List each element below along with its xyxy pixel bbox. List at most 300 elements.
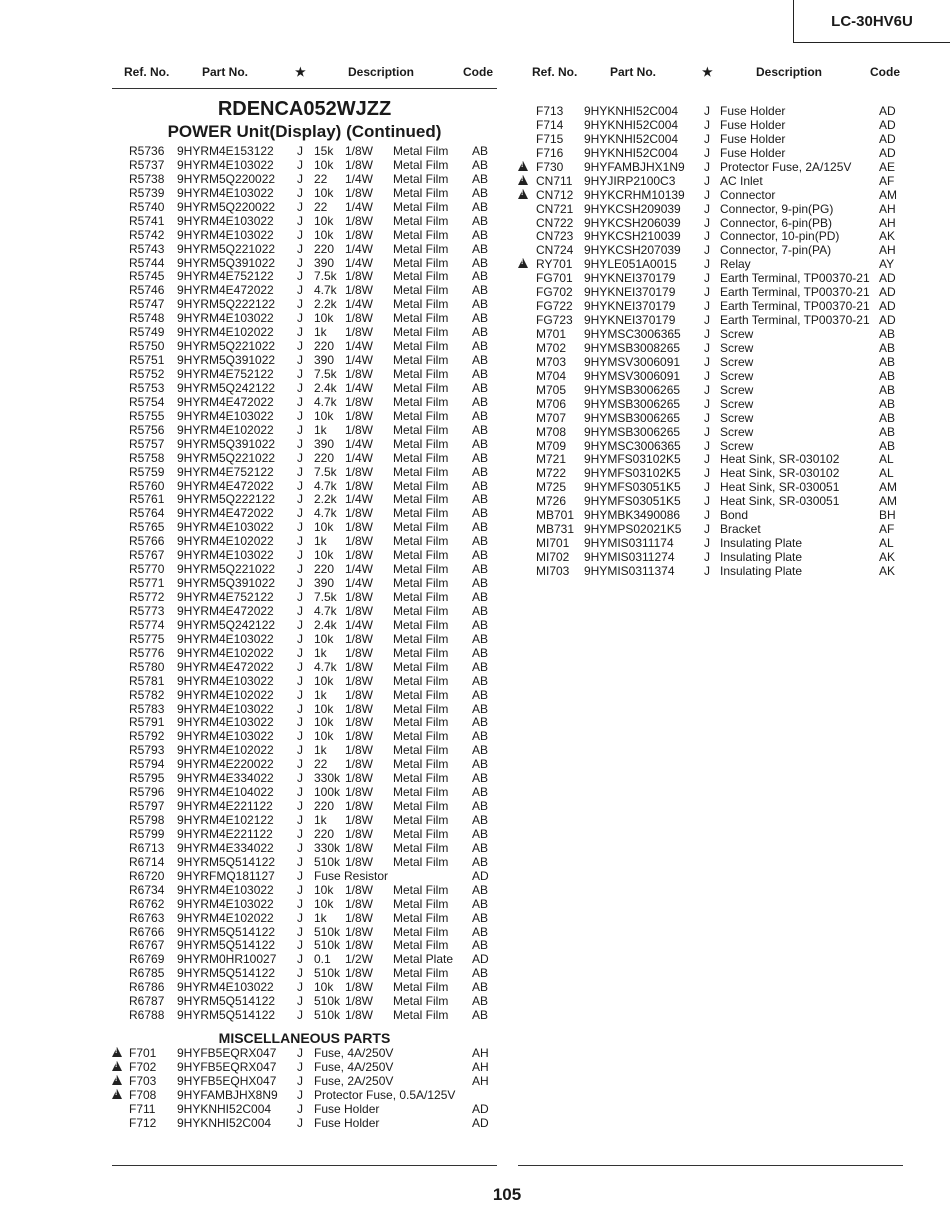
value: Fuse Resistor <box>314 868 389 883</box>
table-row <box>112 1103 497 1117</box>
material: Metal Film <box>393 171 449 186</box>
table-row <box>112 1061 497 1075</box>
value: 220 <box>314 799 335 814</box>
rank: J <box>297 311 303 326</box>
price-code: AB <box>472 171 489 186</box>
ref-no: R5766 <box>129 534 165 549</box>
ref-no: M705 <box>536 382 567 397</box>
price-code: AD <box>879 131 896 146</box>
wattage: 1/8W <box>345 980 374 995</box>
ref-no: R5755 <box>129 408 165 423</box>
header-part: Part No. <box>202 65 249 79</box>
value: 10k <box>314 896 334 911</box>
table-row <box>518 412 903 426</box>
part-no: 9HYRM4E103022 <box>177 729 274 744</box>
rank: J <box>297 520 303 535</box>
ref-no: R5738 <box>129 171 165 186</box>
material: Metal Film <box>393 771 449 786</box>
table-row <box>518 356 903 370</box>
material: Metal Film <box>393 980 449 995</box>
description: Fuse Holder <box>314 1101 380 1116</box>
description: Earth Terminal, TP00370-21 <box>720 285 870 300</box>
wattage: 1/8W <box>345 520 374 535</box>
table-row <box>112 605 497 619</box>
ref-no: R5794 <box>129 757 165 772</box>
table-row <box>518 217 903 231</box>
ref-no: R5744 <box>129 255 165 270</box>
table-row <box>112 270 497 284</box>
price-code: AB <box>879 340 896 355</box>
description: Fuse Holder <box>720 131 786 146</box>
part-no: 9HYRM4E221122 <box>177 826 273 841</box>
ref-no: R5754 <box>129 394 165 409</box>
wattage: 1/8W <box>345 464 374 479</box>
table-row <box>518 467 903 481</box>
price-code: AD <box>472 868 489 883</box>
price-code: AB <box>879 424 896 439</box>
part-no: 9HYMSV3006091 <box>584 354 681 369</box>
ref-no: R5760 <box>129 478 165 493</box>
wattage: 1/4W <box>345 576 374 591</box>
part-no: 9HYRM4E102122 <box>177 813 274 827</box>
value: 330k <box>314 840 341 855</box>
wattage: 1/8W <box>345 422 374 437</box>
description: Screw <box>720 340 754 355</box>
part-no: 9HYKNHI52C004 <box>584 145 679 160</box>
ref-no: R6763 <box>129 910 165 925</box>
description: Screw <box>720 396 754 411</box>
wattage: 1/8W <box>345 506 374 521</box>
price-code: AB <box>472 826 489 841</box>
ref-no: M703 <box>536 354 567 369</box>
part-no: 9HYRM4E103022 <box>177 157 274 172</box>
ref-no: R5799 <box>129 826 165 841</box>
price-code: AH <box>472 1073 489 1088</box>
price-code: AB <box>472 283 489 298</box>
rank: J <box>704 313 710 328</box>
table-row <box>112 953 497 967</box>
ref-no: R6762 <box>129 896 165 911</box>
part-no: 9HYKNEI370179 <box>584 285 676 300</box>
wattage: 1/8W <box>345 743 374 758</box>
table-row <box>112 410 497 424</box>
table-row <box>112 424 497 438</box>
rank: J <box>297 729 303 744</box>
table-row <box>518 440 903 454</box>
description: Screw <box>720 354 754 369</box>
table-row <box>518 203 903 217</box>
table-row <box>112 981 497 995</box>
part-no: 9HYRM0HR10027 <box>177 952 277 967</box>
ref-no: M704 <box>536 368 567 383</box>
wattage: 1/8W <box>345 896 374 911</box>
price-code: AB <box>472 687 489 702</box>
part-no: 9HYFB5EQHX047 <box>177 1073 277 1088</box>
header-star: ★ <box>702 65 713 79</box>
ref-no: R5740 <box>129 199 165 214</box>
description: Bond <box>720 508 749 523</box>
ref-no: F712 <box>129 1115 157 1130</box>
part-no: 9HYRM5Q391022 <box>177 255 276 270</box>
price-code: AB <box>472 408 489 423</box>
ref-no: M701 <box>536 327 567 341</box>
price-code: AM <box>879 187 897 202</box>
ref-no: R5741 <box>129 213 165 228</box>
ref-no: M722 <box>536 466 567 481</box>
wattage: 1/8W <box>345 534 374 549</box>
price-code: AB <box>472 353 489 368</box>
part-no: 9HYRM5Q242122 <box>177 380 276 395</box>
header-ref: Ref. No. <box>532 65 578 79</box>
part-no: 9HYRM4E752122 <box>177 367 274 381</box>
rank: J <box>704 382 710 397</box>
page-number: 105 <box>492 1185 522 1204</box>
price-code: AB <box>472 910 489 925</box>
description: Screw <box>720 327 754 341</box>
table-row <box>112 173 497 187</box>
price-code: AD <box>879 285 896 300</box>
material: Metal Film <box>393 464 449 479</box>
material: Metal Film <box>393 799 449 814</box>
part-no: 9HYKNHI52C004 <box>584 131 679 146</box>
part-no: 9HYKNHI52C004 <box>584 117 679 132</box>
wattage: 1/8W <box>345 924 374 939</box>
price-code: AH <box>472 1046 489 1061</box>
value: 510k <box>314 924 341 939</box>
rank: J <box>297 590 303 604</box>
rank: J <box>297 394 303 409</box>
part-no: 9HYLE051A0015 <box>584 257 677 272</box>
part-no: 9HYMSB3006265 <box>584 382 681 397</box>
price-code: AB <box>472 1008 489 1023</box>
rank: J <box>704 257 710 272</box>
material: Metal Film <box>393 436 449 451</box>
table-row <box>112 438 497 452</box>
value: 1k <box>314 910 327 925</box>
wattage: 1/8W <box>345 144 374 158</box>
rank: J <box>704 340 710 355</box>
value: 390 <box>314 255 335 270</box>
ref-no: R5797 <box>129 799 165 814</box>
table-row <box>112 758 497 772</box>
rank: J <box>297 868 303 883</box>
price-code: AF <box>879 173 895 188</box>
price-code: AM <box>879 480 897 495</box>
description: AC Inlet <box>720 173 763 188</box>
price-code: AB <box>472 422 489 437</box>
rank: J <box>704 438 710 453</box>
ref-no: R5774 <box>129 617 165 632</box>
table-row <box>112 187 497 201</box>
rank: J <box>704 229 710 244</box>
price-code: AB <box>879 410 896 425</box>
table-row <box>112 312 497 326</box>
description: Protector Fuse, 2A/125V <box>720 159 852 174</box>
value: 22 <box>314 757 328 772</box>
table-row <box>112 145 497 159</box>
price-code: AB <box>472 882 489 897</box>
rank: J <box>297 562 303 577</box>
wattage: 1/8W <box>345 840 374 855</box>
part-no: 9HYRM4E102022 <box>177 645 274 660</box>
table-row <box>112 814 497 828</box>
description: Fuse Holder <box>314 1115 380 1130</box>
rank: J <box>297 450 303 465</box>
value: 10k <box>314 311 334 326</box>
material: Metal Film <box>393 367 449 381</box>
wattage: 1/8W <box>345 826 374 841</box>
description: Screw <box>720 410 754 425</box>
rank: J <box>704 173 710 188</box>
part-no: 9HYRM5Q391022 <box>177 436 276 451</box>
price-code: AB <box>472 799 489 814</box>
material: Metal Film <box>393 854 449 869</box>
ref-no: R5795 <box>129 771 165 786</box>
ref-no: R5758 <box>129 450 165 465</box>
rank: J <box>704 145 710 160</box>
ref-no: F702 <box>129 1060 157 1074</box>
value: 7.5k <box>314 464 337 479</box>
table-row <box>518 175 903 189</box>
parts-list <box>518 105 903 579</box>
price-code: AB <box>472 367 489 381</box>
rank: J <box>704 452 710 467</box>
material: Metal Film <box>393 701 449 716</box>
wattage: 1/4W <box>345 171 374 186</box>
part-no: 9HYRM4E103022 <box>177 408 274 423</box>
ref-no: R5780 <box>129 659 165 674</box>
rank: J <box>297 576 303 591</box>
description: Screw <box>720 424 754 439</box>
rank: J <box>704 285 710 300</box>
price-code: AB <box>472 506 489 521</box>
material: Metal Film <box>393 311 449 326</box>
price-code: AB <box>472 297 489 312</box>
wattage: 1/4W <box>345 380 374 395</box>
price-code: AB <box>472 938 489 953</box>
material: Metal Film <box>393 380 449 395</box>
table-row <box>518 105 903 119</box>
rank: J <box>704 494 710 509</box>
price-code: AB <box>472 562 489 577</box>
wattage: 1/8W <box>345 548 374 563</box>
ref-no: R5750 <box>129 339 165 354</box>
description: Insulating Plate <box>720 563 803 578</box>
header-ref: Ref. No. <box>124 65 170 79</box>
wattage: 1/8W <box>345 854 374 869</box>
header-desc: Description <box>756 65 823 79</box>
table-row <box>518 370 903 384</box>
rank: J <box>297 422 303 437</box>
material: Metal Film <box>393 757 449 772</box>
table-row <box>112 856 497 870</box>
part-no: 9HYMSV3006091 <box>584 368 681 383</box>
ref-no: R6713 <box>129 840 165 855</box>
price-code: AB <box>472 269 489 284</box>
material: Metal Film <box>393 576 449 591</box>
part-no: 9HYRM4E334022 <box>177 840 274 855</box>
part-no: 9HYRM4E103022 <box>177 520 274 535</box>
price-code: AB <box>472 729 489 744</box>
table-row <box>518 133 903 147</box>
ref-no: R5742 <box>129 227 165 242</box>
material: Metal Film <box>393 910 449 925</box>
part-no: 9HYMBK3490086 <box>584 508 681 523</box>
price-code: AB <box>879 382 896 397</box>
part-no: 9HYRM4E752122 <box>177 590 274 604</box>
description: Relay <box>720 257 751 272</box>
part-no: 9HYRM4E102022 <box>177 422 274 437</box>
value: 2.2k <box>314 492 337 507</box>
rank: J <box>297 339 303 354</box>
price-code: AL <box>879 536 894 551</box>
wattage: 1/8W <box>345 394 374 409</box>
description: Connector <box>720 187 776 202</box>
part-no: 9HYRM4E103022 <box>177 701 274 716</box>
table-row <box>112 284 497 298</box>
safety-warning-icon <box>518 175 528 185</box>
value: 4.7k <box>314 478 337 493</box>
part-no: 9HYRM4E472022 <box>177 506 274 521</box>
description: Connector, 9-pin(PG) <box>720 201 834 216</box>
part-no: 9HYRM5Q514122 <box>177 1008 276 1023</box>
ref-no: R6720 <box>129 868 165 883</box>
price-code: AB <box>472 227 489 242</box>
table-header <box>518 62 903 82</box>
price-code: AB <box>472 631 489 646</box>
price-code: AB <box>472 924 489 939</box>
table-row <box>112 577 497 591</box>
price-code: AD <box>879 104 896 118</box>
ref-no: R6714 <box>129 854 165 869</box>
material: Metal Film <box>393 617 449 632</box>
table-row <box>112 689 497 703</box>
ref-no: FG702 <box>536 285 573 300</box>
part-no: 9HYRM5Q222122 <box>177 492 276 507</box>
ref-no: F730 <box>536 159 564 174</box>
part-no: 9HYRM4E221122 <box>177 799 273 814</box>
table-row <box>112 493 497 507</box>
ref-no: R5798 <box>129 813 165 827</box>
table-row <box>112 675 497 689</box>
rank: J <box>297 506 303 521</box>
ref-no: R5739 <box>129 185 165 200</box>
price-code: AB <box>472 673 489 688</box>
rank: J <box>297 603 303 618</box>
part-no: 9HYKNHI52C004 <box>177 1101 272 1116</box>
rank: J <box>297 785 303 800</box>
price-code: AB <box>472 701 489 716</box>
wattage: 1/8W <box>345 966 374 981</box>
part-no: 9HYMSB3006265 <box>584 424 681 439</box>
value: 22 <box>314 199 328 214</box>
part-no: 9HYFB5EQRX047 <box>177 1046 277 1061</box>
ref-no: R6766 <box>129 924 165 939</box>
rank: J <box>297 255 303 270</box>
value: 15k <box>314 144 334 158</box>
ref-no: R5775 <box>129 631 165 646</box>
price-code: AB <box>472 311 489 326</box>
part-no: 9HYMPS02021K5 <box>584 522 682 537</box>
ref-no: R5749 <box>129 325 165 340</box>
description: Insulating Plate <box>720 550 803 564</box>
rank: J <box>297 715 303 730</box>
part-no: 9HYRM4E103022 <box>177 715 274 730</box>
description: Protector Fuse, 0.5A/125V <box>314 1087 456 1102</box>
price-code: AB <box>472 199 489 214</box>
material: Metal Film <box>393 1008 449 1023</box>
ref-no: CN724 <box>536 243 574 258</box>
price-code: AH <box>472 1060 489 1074</box>
ref-no: MB731 <box>536 522 575 537</box>
material: Metal Film <box>393 840 449 855</box>
part-no: 9HYRM4E103022 <box>177 980 274 995</box>
rank: J <box>297 1101 303 1116</box>
ref-no: R5776 <box>129 645 165 660</box>
ref-no: M709 <box>536 438 567 453</box>
ref-no: R5791 <box>129 715 165 730</box>
table-row <box>518 272 903 286</box>
wattage: 1/8W <box>345 269 374 284</box>
wattage: 1/4W <box>345 199 374 214</box>
wattage: 1/4W <box>345 241 374 256</box>
part-no: 9HYKCRHM10139 <box>584 187 685 202</box>
wattage: 1/8W <box>345 813 374 827</box>
price-code: AB <box>472 548 489 563</box>
ref-no: R5752 <box>129 367 165 381</box>
part-no: 9HYRM5Q222122 <box>177 297 276 312</box>
value: 10k <box>314 715 334 730</box>
material: Metal Film <box>393 422 449 437</box>
ref-no: CN712 <box>536 187 574 202</box>
price-code: AB <box>472 854 489 869</box>
ref-no: R5753 <box>129 380 165 395</box>
wattage: 1/4W <box>345 255 374 270</box>
description: Connector, 10-pin(PD) <box>720 229 840 244</box>
part-no: 9HYRM4E103022 <box>177 227 274 242</box>
value: 1k <box>314 325 327 340</box>
part-no: 9HYRM5Q514122 <box>177 924 276 939</box>
price-code: AB <box>472 576 489 591</box>
ref-no: R5748 <box>129 311 165 326</box>
wattage: 1/8W <box>345 227 374 242</box>
description: Heat Sink, SR-030102 <box>720 466 840 481</box>
material: Metal Film <box>393 241 449 256</box>
table-row <box>112 201 497 215</box>
wattage: 1/8W <box>345 325 374 340</box>
table-row <box>112 549 497 563</box>
table-row <box>112 800 497 814</box>
wattage: 1/8W <box>345 311 374 326</box>
rank: J <box>297 645 303 660</box>
value: 4.7k <box>314 603 337 618</box>
description: Insulating Plate <box>720 536 803 551</box>
value: 1k <box>314 534 327 549</box>
description: Connector, 6-pin(PB) <box>720 215 833 230</box>
part-no: 9HYRM5Q514122 <box>177 854 276 869</box>
material: Metal Film <box>393 408 449 423</box>
table-row <box>518 258 903 272</box>
part-no: 9HYRM4E102022 <box>177 325 274 340</box>
table-row <box>112 661 497 675</box>
material: Metal Film <box>393 297 449 312</box>
rank: J <box>297 534 303 549</box>
material: Metal Film <box>393 520 449 535</box>
misc-list <box>112 1047 497 1131</box>
part-no: 9HYMFS03051K5 <box>584 480 681 495</box>
wattage: 1/4W <box>345 562 374 577</box>
rank: J <box>704 299 710 314</box>
